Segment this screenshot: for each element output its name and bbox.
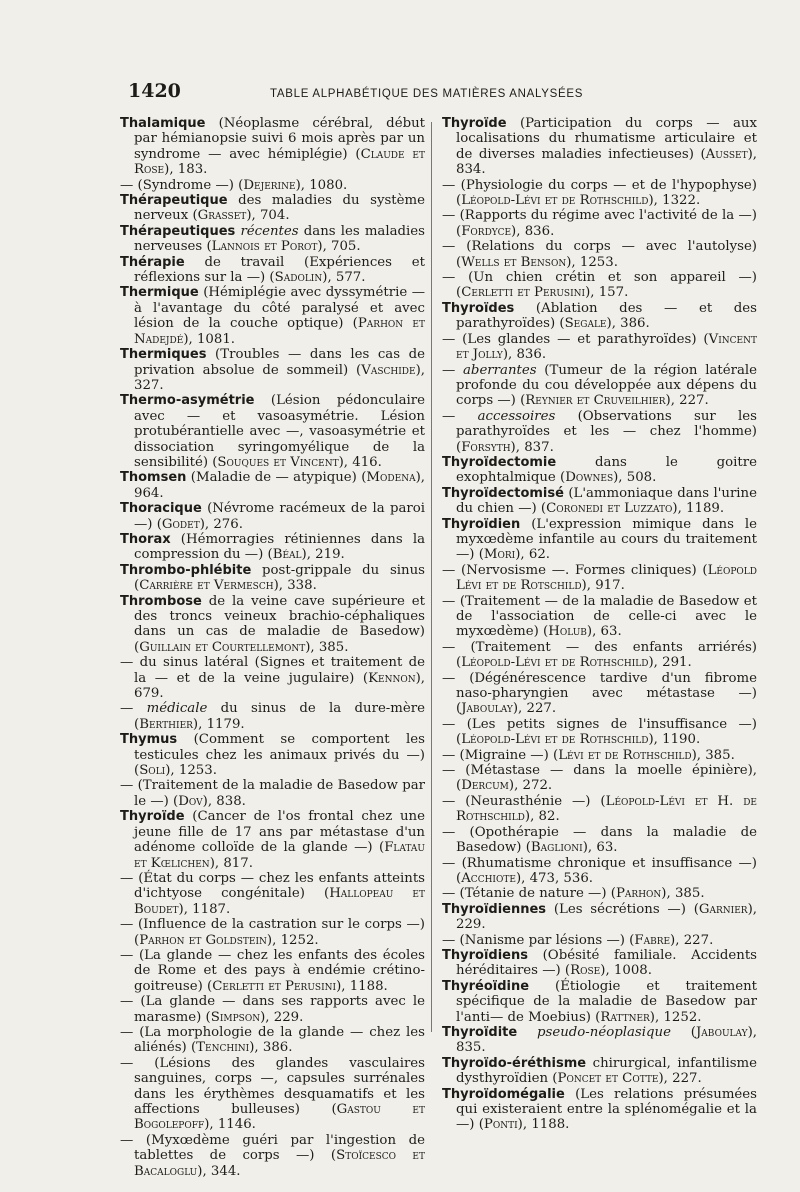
entry-text: (Lésion pédonculaire avec — et vasoasymétrie. Lésion protubérantielle avec —, vasoasymétrie et dissociation syringomyélique de la sensibilité) ( — [134, 393, 425, 470]
entry-headword: Thrombo-phlébite — [120, 562, 252, 578]
entry-author: Hallopeau et Boudet — [134, 886, 426, 917]
entry-author: Léopold Lévi et de Rotschild — [456, 562, 757, 594]
index-entry — [442, 270, 757, 301]
entry-headword: Thyroïdiennes — [442, 901, 547, 917]
entry-author: Jaboulay — [695, 1024, 748, 1040]
entry-text: (Les sécrétions —) ( — [546, 901, 699, 917]
entry-author: Vaschide — [361, 362, 416, 378]
entry-author: Godet — [161, 516, 200, 532]
index-entry — [442, 886, 757, 901]
entry-text: de travail (Expériences et réflexions sur la —) ( — [134, 254, 425, 286]
entry-author: Fabre — [634, 932, 671, 948]
entry-text: ), 63. — [586, 624, 622, 640]
entry-author: Holub — [548, 624, 587, 640]
entry-text: ), 327. — [134, 362, 425, 393]
index-entry — [120, 994, 425, 1025]
entry-text: — (La glande — chez les enfants des écoles de Rome et des pays à endémie crétino-goitreuse) ( — [120, 947, 425, 994]
entry-headword: Thérapeutiques — [120, 223, 236, 239]
entry-text: (Troubles — dans les cas de privation absolue de sommeil) ( — [134, 347, 425, 378]
entry-text: — — [442, 362, 463, 378]
entry-headword: Thermiques — [120, 347, 207, 363]
index-entry — [442, 748, 757, 763]
index-entry — [442, 1056, 757, 1087]
entry-headword: Thyréoïdine — [442, 978, 530, 994]
entry-author: Léopold-Lévi et H. de Rothschild — [456, 793, 757, 825]
entry-text: ), 386. — [249, 1040, 293, 1056]
left-column — [120, 116, 425, 1179]
entry-text: — — [120, 701, 147, 717]
index-entry — [120, 948, 425, 994]
entry-text: — du sinus latéral (Signes et traitement de la — et de la veine jugulaire) ( — [120, 655, 425, 686]
entry-text: (Participation du corps — aux localisations du rhumatisme articulaire et de diverses maladies infectieuses) ( — [456, 116, 757, 162]
entry-text: ), 577. — [322, 270, 366, 286]
entry-headword: Thyroïdiens — [442, 947, 528, 963]
entry-text: ), 219. — [301, 547, 345, 563]
index-entry — [120, 871, 425, 917]
entry-text: (Maladie de — atypique) ( — [186, 470, 367, 486]
entry-text: ), 704. — [246, 208, 290, 224]
index-entry — [120, 917, 425, 948]
index-entry — [442, 933, 757, 948]
entry-author: Grasset — [197, 208, 247, 224]
index-entry — [120, 1056, 425, 1133]
entry-text: (L'expression mimique dans le myxœdème infantile au cours du traitement —) ( — [456, 516, 757, 563]
entry-headword: Thyroïdectomie — [442, 454, 557, 470]
entry-author: Rose — [570, 963, 601, 979]
entry-text: ), 82. — [524, 809, 560, 825]
entry-text: ), 473, 536. — [515, 870, 594, 886]
index-entry — [442, 208, 757, 239]
entry-text: ), 917. — [581, 578, 625, 594]
entry-text: des maladies du système nerveux ( — [134, 193, 425, 224]
entry-headword: Thyroïdite — [442, 1024, 518, 1040]
entry-headword: Thorax — [120, 531, 171, 547]
index-entry — [442, 239, 757, 270]
entry-author: Ponti — [483, 1117, 518, 1133]
entry-text: ), 1187. — [178, 901, 231, 917]
entry-headword: Thoracique — [120, 501, 202, 517]
entry-text: ), 838. — [202, 793, 246, 809]
entry-headword: Thérapie — [120, 254, 185, 270]
index-entry — [120, 393, 425, 470]
index-entry — [442, 717, 757, 748]
entry-author: Dejerine — [243, 177, 296, 193]
index-entry — [442, 763, 757, 794]
entry-text: (L'ammoniaque dans l'urine du chien —) ( — [456, 485, 757, 517]
entry-text: ), 385. — [305, 639, 349, 655]
entry-author: Stoïcesco et Bacaloglu — [134, 1148, 426, 1179]
entry-text: — (Rhumatisme chronique et insuffisance —) ( — [442, 855, 757, 886]
entry-author: Léopold-Lévi et de Rothschild — [461, 655, 649, 671]
entry-text: (Observations sur les parathyroïdes et les — chez l'homme) ( — [456, 408, 757, 455]
entry-text: ), 1252. — [649, 1009, 702, 1025]
entry-headword: Thrombose — [120, 593, 202, 609]
entry-author: Gastou et Bogolepoff — [134, 1102, 425, 1133]
entry-text: ), 679. — [134, 670, 425, 702]
entry-text: ), 1322. — [648, 193, 701, 209]
entry-text: dans le goitre exophtalmique ( — [456, 454, 757, 486]
entry-author: Dercum — [461, 778, 509, 794]
entry-text: pseudo-néoplasique — [537, 1024, 671, 1040]
entry-text: ( — [670, 1024, 696, 1040]
entry-author: Forsyth — [461, 439, 511, 455]
entry-text: ), 1179. — [192, 716, 245, 732]
entry-text: ), 1189. — [672, 501, 725, 517]
index-entry — [120, 809, 425, 871]
entry-text: — (La glande — dans ses rapports avec le marasme) ( — [120, 994, 425, 1025]
entry-text: dans les maladies nerveuses ( — [134, 223, 425, 255]
entry-text: — (Influence de la castration sur le corps —) ( — [120, 917, 425, 948]
entry-text: — (Neurasthénie —) ( — [442, 793, 606, 809]
entry-text: (Comment se comportent les testicules chez les animaux privés du —) ( — [134, 732, 425, 779]
entry-text: — (Nanisme par lésions —) ( — [442, 932, 635, 948]
entry-text: de la veine cave supérieure et des troncs veineux brachio-céphaliques dans un cas de maladie de Basedow) ( — [134, 593, 425, 655]
entry-text: ), 836. — [511, 223, 555, 239]
entry-text: ), 227. — [670, 932, 714, 948]
entry-text: — (Physiologie du corps — et de l'hypophyse) ( — [442, 177, 757, 209]
entry-author: Wells et Benson — [461, 254, 567, 270]
entry-text: — (Traitement — des enfants arriérés) ( — [442, 639, 757, 671]
entry-author: Béal — [272, 547, 302, 563]
entry-text: ), 964. — [134, 470, 425, 501]
entry-text: ), 508. — [613, 470, 657, 486]
entry-text: — (Lésions des glandes vasculaires sanguines, corps —, capsules surrénales dans les érythèmes desquamatifs et les affections bulleuses) ( — [120, 1055, 425, 1117]
entry-text: ), 183. — [164, 162, 208, 178]
entry-text: ), 62. — [515, 547, 551, 563]
entry-text: ), 227. — [665, 393, 709, 409]
entry-text: ), 817. — [209, 855, 253, 871]
entry-author: Carrière et Vermesch — [139, 578, 274, 594]
entry-text: — — [442, 408, 478, 424]
entry-text: ), 227. — [512, 701, 557, 717]
entry-headword: Thyroïdien — [442, 516, 521, 532]
entry-text: ), 1252. — [266, 932, 319, 948]
entry-text: post-grippale du sinus ( — [134, 562, 425, 594]
index-entry — [442, 332, 757, 363]
index-entry — [120, 285, 425, 347]
entry-author: Reynier et Cruveilhier — [525, 393, 666, 409]
entry-author: Soli — [139, 763, 166, 779]
entry-text: du sinus de la dure-mère ( — [134, 701, 426, 732]
entry-author: Kennon — [368, 670, 416, 686]
index-entry — [120, 255, 425, 286]
index-entry — [442, 409, 757, 455]
entry-headword: Thyroïde — [442, 116, 507, 131]
entry-headword: Thyroïdectomisé — [442, 485, 564, 501]
entry-author: Segale — [564, 316, 607, 332]
column-divider — [431, 122, 432, 1032]
index-entry — [120, 563, 425, 594]
index-entry — [442, 455, 757, 486]
entry-headword: Thyroïdomégalie — [442, 1086, 565, 1102]
entry-text: accessoires — [477, 408, 556, 424]
entry-text: ), 837. — [510, 439, 554, 455]
entry-text: ), 1253. — [165, 763, 217, 779]
entry-text: (Ablation des — et des parathyroïdes) ( — [456, 300, 757, 332]
entry-text: — (Les petits signes de l'insuffisance —) ( — [442, 716, 757, 748]
entry-text: ), 834. — [456, 146, 757, 178]
entry-text: ), 385. — [691, 747, 735, 763]
entry-text: ), 1008. — [600, 963, 652, 979]
entry-author: Baglioni — [530, 840, 583, 856]
entry-text: ), 1188. — [517, 1117, 570, 1133]
index-entry — [442, 671, 757, 717]
entry-author: Garnier — [698, 901, 748, 917]
entry-text: — (Syndrome —) ( — [120, 177, 244, 193]
index-entry — [442, 979, 757, 1025]
index-entry — [120, 655, 425, 701]
entry-text: ), 229. — [260, 1009, 304, 1025]
index-entry — [442, 640, 757, 671]
index-entry — [442, 1087, 757, 1133]
entry-author: Souques et Vincent — [217, 454, 339, 470]
entry-text: (Cancer de l'os frontal chez une jeune fille de 17 ans par métastase d'un adénome colloïde de la glande —) ( — [134, 809, 425, 856]
entry-text: ), 705. — [317, 239, 361, 255]
index-entry — [442, 178, 757, 209]
index-entry — [120, 347, 425, 393]
index-entry — [442, 486, 757, 517]
entry-headword: Thermo-asymétrie — [120, 393, 255, 409]
entry-author: Tenchini — [196, 1040, 250, 1056]
entry-text: ), 227. — [658, 1071, 702, 1087]
entry-author: Parhon et Goldstein — [139, 932, 267, 948]
entry-text: ), 276. — [199, 516, 243, 532]
entry-author: Cerletti et Perusini — [212, 978, 337, 994]
entry-text: ), 344. — [197, 1163, 241, 1179]
entry-text: (Hémiplégie avec dyssymétrie — à l'avantage du côté paralysé et avec lésion de la couche optique) ( — [134, 285, 425, 332]
entry-text: — (Traitement — de la maladie de Basedow et de l'association de celle-ci avec le myxœdème) ( — [442, 593, 757, 640]
index-entry — [120, 701, 425, 732]
entry-author: Rattner — [600, 1009, 650, 1025]
index-entry — [442, 948, 757, 979]
index-entry — [442, 1025, 757, 1056]
entry-author: Guillain et Courtellemont — [139, 639, 306, 655]
entry-headword: Thomsen — [120, 470, 187, 486]
index-entry — [120, 778, 425, 809]
entry-text: ), 1253. — [566, 254, 618, 270]
entry-text: ), 1188. — [336, 978, 388, 994]
index-entry — [442, 825, 757, 856]
index-entry — [120, 178, 425, 193]
index-entry — [120, 224, 425, 255]
entry-author: Parhon — [615, 886, 662, 902]
entry-text: — (Relations du corps — avec l'autolyse) ( — [442, 239, 757, 270]
entry-text: — (Les glandes — et parathyroïdes) ( — [442, 331, 709, 347]
entry-author: Modena — [366, 470, 416, 486]
index-entry — [442, 794, 757, 825]
entry-text: ), 63. — [582, 840, 618, 856]
entry-text: ), 416. — [338, 454, 382, 470]
index-entry — [120, 594, 425, 656]
index-entry — [442, 301, 757, 332]
entry-author: Claude et Rose — [134, 146, 425, 178]
entry-author: Léopold-Lévi et de Rothschild — [461, 193, 649, 209]
entry-text: — (Dégénérescence tardive d'un fibrome naso-pharyngien avec métastase —) ( — [442, 670, 757, 717]
entry-author: Sadolin — [274, 270, 323, 286]
index-entry — [120, 470, 425, 501]
right-column — [442, 116, 757, 1133]
index-entry — [442, 563, 757, 594]
entry-text: ), 1190. — [648, 732, 701, 748]
index-entry — [442, 116, 757, 178]
entry-text: — (État du corps — chez les enfants atteints d'ichtyose congénitale) ( — [120, 870, 425, 902]
index-entry — [120, 532, 425, 563]
index-entry — [442, 517, 757, 563]
entry-headword: Thalamique — [120, 116, 206, 131]
entry-text: — (Opothérapie — dans la maladie de Basedow) ( — [442, 824, 757, 856]
entry-author: Cerletti et Perusini — [461, 285, 586, 301]
entry-text: (Névrome racémeux de la paroi —) ( — [134, 501, 425, 532]
entry-text: (Hémorragies rétiniennes dans la compression du —) ( — [134, 531, 425, 563]
entry-text: ), 836. — [502, 347, 547, 363]
entry-headword: Thermique — [120, 285, 199, 301]
entry-text: ), 229. — [456, 901, 757, 933]
entry-headword: Thymus — [120, 732, 178, 748]
index-entry — [120, 116, 425, 178]
entry-text: (Néoplasme cérébral, début par hémianopsie suivi 6 mois après par un syndrome — avec hémiplégie) ( — [134, 116, 425, 162]
entry-author: Poncet et Cotte — [557, 1071, 659, 1087]
entry-author: Lannois et Porot — [211, 239, 318, 255]
entry-headword: Thyroïdes — [442, 300, 515, 316]
entry-text — [517, 1025, 537, 1040]
entry-text: (Les relations présumées qui existeraient entre la splénomégalie et la —) ( — [456, 1086, 757, 1133]
entry-author: Downes — [565, 470, 614, 486]
index-entry — [120, 1025, 425, 1056]
entry-author: Jaboulay — [461, 701, 513, 717]
entry-text: ), 385. — [661, 886, 705, 902]
index-entry — [442, 363, 757, 409]
entry-text: ), 1080. — [295, 177, 348, 193]
entry-text: — (Nervosisme —. Formes cliniques) ( — [442, 562, 708, 578]
index-entry — [120, 193, 425, 224]
entry-author: Parhon et Nadejdé — [134, 316, 425, 347]
index-entry — [442, 594, 757, 640]
entry-author: Coronedi et Luzzato — [546, 501, 673, 517]
entry-author: Flatau et Kœlichen — [134, 840, 425, 871]
entry-author: Simpson — [210, 1009, 261, 1025]
entry-author: Vincent et Jolly — [456, 331, 757, 363]
entry-text: ), 386. — [606, 316, 650, 332]
entry-text: (Obésité familiale. Accidents héréditaires —) ( — [456, 947, 757, 979]
entry-text: aberrantes — [463, 362, 537, 378]
entry-headword: Thyroïdo-éréthisme — [442, 1055, 587, 1071]
entry-text: — (Tétanie de nature —) ( — [442, 886, 616, 902]
entry-text: — (Métastase — dans la moelle épinière), ( — [442, 763, 757, 794]
entry-text: ), 1146. — [204, 1117, 256, 1133]
entry-text: chirurgical, infantilisme dysthyroïdien ( — [456, 1055, 757, 1087]
index-entry — [442, 856, 757, 887]
entry-text: — (Migraine —) ( — [442, 747, 559, 763]
entry-headword: Thérapeutique — [120, 193, 228, 209]
entry-text: ), 291. — [648, 655, 692, 671]
entry-text: — (Traitement de la maladie de Basedow par le —) ( — [120, 778, 425, 809]
index-entry — [442, 902, 757, 933]
entry-text: ), 338. — [273, 578, 317, 594]
entry-author: Ausset — [705, 146, 748, 162]
index-entry — [120, 1133, 425, 1179]
running-header: TABLE ALPHABÉTIQUE DES MATIÈRES ANALYSÉES — [270, 88, 584, 100]
entry-author: Dov — [178, 793, 203, 809]
entry-text: médicale — [146, 701, 208, 717]
entry-text: (Tumeur de la région latérale profonde du cou développée aux dépens du corps —) ( — [456, 362, 757, 409]
entry-author: Berthier — [139, 716, 193, 732]
entry-text: — (Rapports du régime avec l'activité de la —) ( — [442, 208, 757, 239]
entry-text: (Étiologie et traitement spécifique de la maladie de Basedow par l'anti— de Moebius) ( — [456, 978, 757, 1025]
page-number: 1420 — [128, 80, 181, 102]
entry-text: ), 157. — [585, 285, 629, 301]
index-entry — [120, 732, 425, 778]
entry-text: récentes — [240, 223, 299, 239]
entry-text: — (Un chien crétin et son appareil —) ( — [442, 270, 757, 301]
entry-author: Fordyce — [461, 223, 512, 239]
entry-text: ), 272. — [508, 778, 553, 794]
entry-author: Mori — [483, 547, 516, 563]
entry-author: Acchiote — [461, 870, 516, 886]
entry-author: Lévi et de Rothschild — [558, 747, 692, 763]
entry-author: Léopold-Lévi et de Rothschild — [461, 732, 649, 748]
entry-text: ), 835. — [456, 1024, 758, 1056]
entry-text: — (La morphologie de la glande — chez les aliénés) ( — [120, 1024, 425, 1056]
entry-text: — (Myxœdème guéri par l'ingestion de tablettes de corps —) ( — [120, 1132, 425, 1164]
index-entry — [120, 501, 425, 532]
entry-headword: Thyroïde — [120, 809, 185, 825]
entry-text: ), 1081. — [183, 331, 236, 347]
